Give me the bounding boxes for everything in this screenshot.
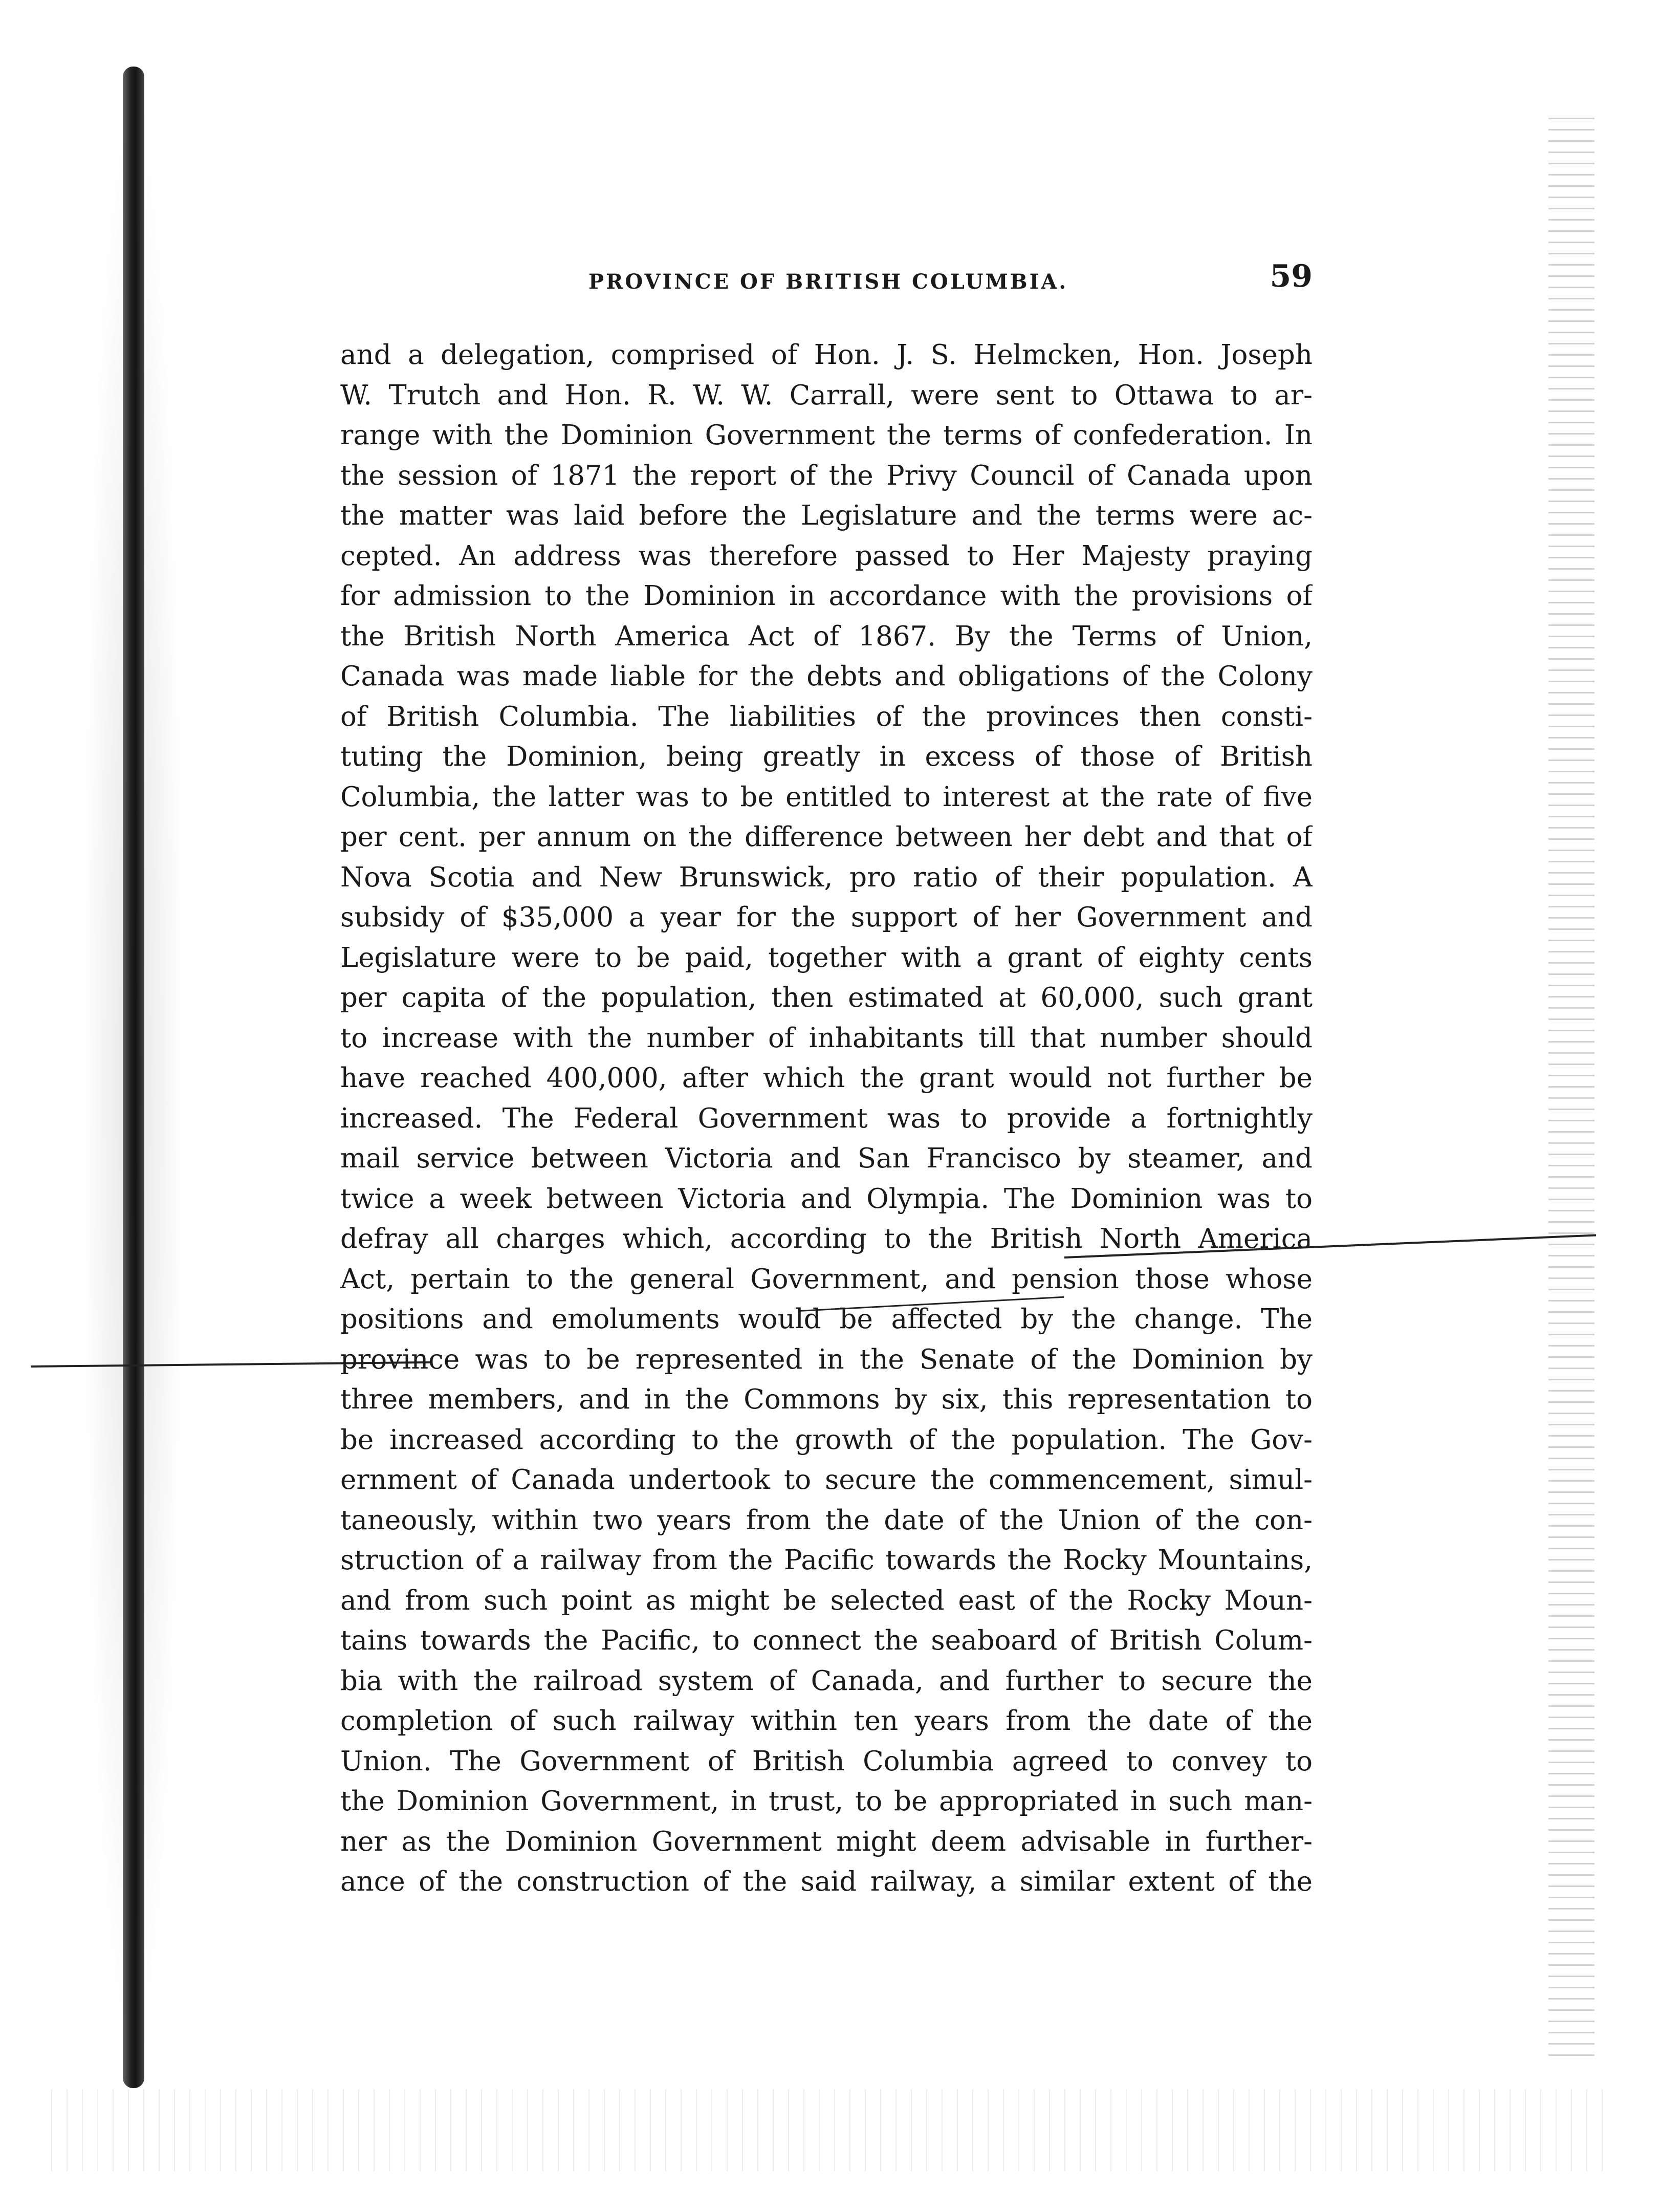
text-line: the Dominion Government, in trust, to be appropriated in such man- xyxy=(340,1786,1313,1817)
page-number: 59 xyxy=(1270,258,1313,294)
text-line: tains towards the Pacific, to connect the seaboard of British Colum- xyxy=(340,1625,1313,1656)
text-line: Columbia, the latter was to be entitled to interest at the rate of five xyxy=(340,781,1313,813)
running-head xyxy=(340,258,1313,305)
text-line: ernment of Canada undertook to secure the commencement, simul- xyxy=(340,1464,1313,1495)
text-line: the British North America Act of 1867. By the Terms of Union, xyxy=(340,620,1313,652)
text-line: three members, and in the Commons by six, this representation to xyxy=(340,1384,1313,1415)
text-line: and from such point as might be selected east of the Rocky Moun- xyxy=(340,1585,1313,1616)
text-line: increased. The Federal Government was to provide a fortnightly xyxy=(340,1102,1313,1134)
text-line: ance of the construction of the said railway, a similar extent of the xyxy=(340,1866,1313,1897)
text-line: be increased according to the growth of the population. The Gov- xyxy=(340,1424,1313,1456)
text-line: tuting the Dominion, being greatly in excess of those of British xyxy=(340,741,1313,772)
text-line: Union. The Government of British Columbia agreed to convey to xyxy=(340,1745,1313,1777)
text-line: province was to be represented in the Senate of the Dominion by xyxy=(340,1343,1313,1375)
binding-edge xyxy=(123,67,144,2088)
text-line: cepted. An address was therefore passed to Her Majesty praying xyxy=(340,540,1313,572)
text-line: per capita of the population, then estimated at 60,000, such grant xyxy=(340,982,1313,1013)
text-line: positions and emoluments would be affected by the change. The xyxy=(340,1304,1313,1335)
text-line: of British Columbia. The liabilities of the provinces then consti- xyxy=(340,701,1313,732)
text-line: struction of a railway from the Pacific towards the Rocky Mountains, xyxy=(340,1545,1313,1576)
scan-dust xyxy=(51,2089,1610,2171)
text-line: the session of 1871 the report of the Privy Council of Canada upon xyxy=(340,460,1313,491)
text-line: ner as the Dominion Government might deem advisable in further- xyxy=(340,1826,1313,1857)
text-line: bia with the railroad system of Canada, and further to secure the xyxy=(340,1665,1313,1697)
text-line: and a delegation, comprised of Hon. J. S. Helmcken, Hon. Joseph xyxy=(340,339,1313,371)
text-line: Act, pertain to the general Government, and pension those whose xyxy=(340,1263,1313,1295)
text-line: Canada was made liable for the debts and obligations of the Colony xyxy=(340,661,1313,692)
text-line: taneously, within two years from the date of the Union of the con- xyxy=(340,1504,1313,1536)
running-title: PROVINCE OF BRITISH COLUMBIA. xyxy=(588,270,1068,294)
text-line: for admission to the Dominion in accordance with the provisions of xyxy=(340,580,1313,612)
text-line: per cent. per annum on the difference between her debt and that of xyxy=(340,821,1313,853)
text-line: W. Trutch and Hon. R. W. W. Carrall, were sent to Ottawa to ar- xyxy=(340,379,1313,411)
text-line: completion of such railway within ten years from the date of the xyxy=(340,1705,1313,1737)
body-text xyxy=(340,335,1313,1902)
page-edge-noise xyxy=(1548,118,1594,2063)
text-line: Nova Scotia and New Brunswick, pro ratio of their population. A xyxy=(340,861,1313,893)
text-line: range with the Dominion Government the terms of confederation. In xyxy=(340,420,1313,451)
text-line: Legislature were to be paid, together with a grant of eighty cents xyxy=(340,942,1313,973)
text-line: mail service between Victoria and San Francisco by steamer, and xyxy=(340,1143,1313,1174)
text-line: defray all charges which, according to the British North America xyxy=(340,1223,1313,1254)
text-line: subsidy of $35,000 a year for the support of her Government and xyxy=(340,902,1313,933)
page xyxy=(340,258,1313,1902)
text-line: the matter was laid before the Legislature and the terms were ac- xyxy=(340,500,1313,531)
text-line: have reached 400,000, after which the grant would not further be xyxy=(340,1062,1313,1094)
text-line: twice a week between Victoria and Olympia. The Dominion was to xyxy=(340,1183,1313,1215)
text-line: to increase with the number of inhabitants till that number should xyxy=(340,1022,1313,1054)
